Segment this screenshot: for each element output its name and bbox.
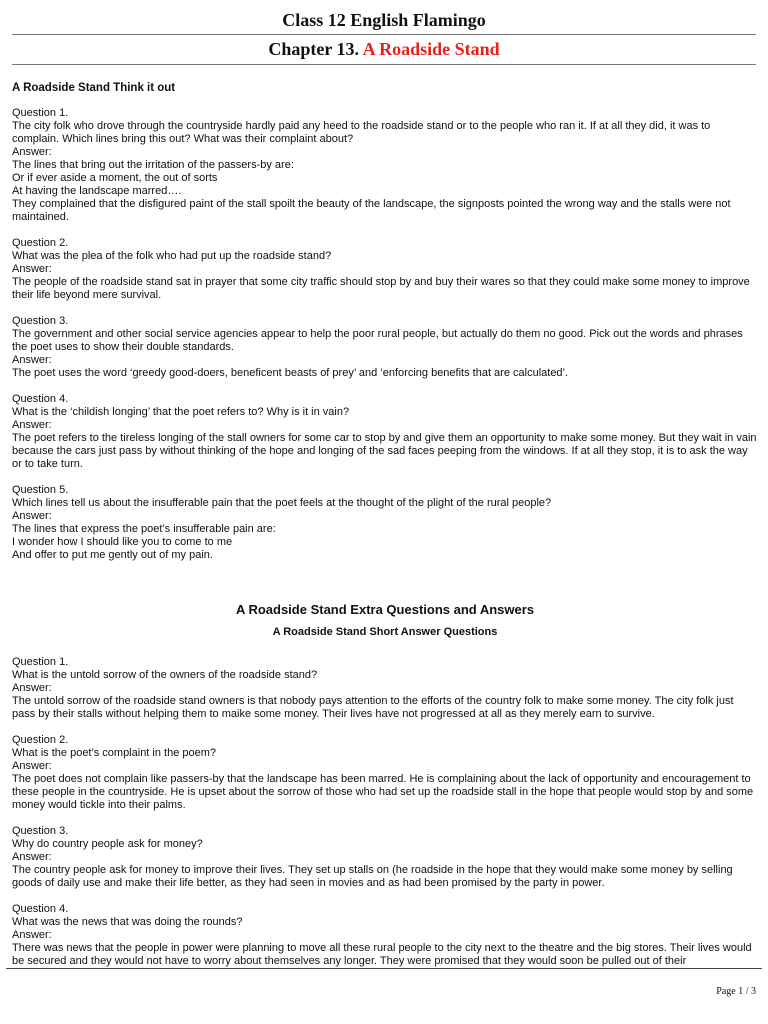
text-line: The poet does not complain like passers-by that the landscape has been marred. He is complaining about the lack of opportunity and encouragement to these people in the countryside. He is upset about the sorrow of those who had set up the roadside stall in the hope that people would stop by and some money would tickle into their palms.	[12, 773, 754, 811]
qa-item	[12, 484, 758, 562]
poem-line: And offer to put me gently out of my pain.	[12, 549, 213, 561]
answer-label: Answer:	[12, 929, 52, 941]
question-label: Question 4.	[12, 393, 69, 405]
poem-line: Or if ever aside a moment, the out of sorts	[12, 172, 218, 184]
qa-item	[12, 903, 758, 968]
answer-label: Answer:	[12, 682, 52, 694]
text-line: The lines that bring out the irritation of the passers-by are:	[12, 159, 294, 171]
text-line: The people of the roadside stand sat in prayer that some city traffic should stop by and buy their wares so that they could make some money to improve their life beyond mere survival.	[12, 276, 750, 301]
text-line: The country people ask for money to improve their lives. They set up stalls on (he roadside in the hope that they would make some money by selling goods of daily use and make their life better, as they had seen in movies and as had been promised by the party in power.	[12, 864, 733, 889]
question-label: Question 3.	[12, 315, 69, 327]
text-line: There was news that the people in power were planning to move all these rural people to the city next to the theatre and the big stores. Their lives would be secured and they would not have to worry about themselves any longer. They were promised that they would soon be pulled out of their	[12, 942, 752, 967]
footer-divider	[6, 968, 762, 969]
text-line: Why do country people ask for money?	[12, 838, 203, 850]
chapter-prefix: Chapter 13.	[268, 39, 363, 59]
text-line: What is the ‘childish longing’ that the poet refers to? Why is it in vain?	[12, 406, 350, 418]
qa-item	[12, 107, 758, 224]
page-header	[12, 0, 756, 65]
text-line: What is the poet’s complaint in the poem?	[12, 747, 217, 759]
text-line: The poet refers to the tireless longing of the stall owners for some car to stop by and give them an opportunity to make some money. But they wait in vain because the cars just pass by without thinking of the hope and longing of the sad faces peeping from the windows. If at all they stop, it is to ask the way or to take turn.	[12, 432, 757, 470]
text-line: What is the untold sorrow of the owners of the roadside stand?	[12, 669, 318, 681]
chapter-name: A Roadside Stand	[362, 39, 500, 59]
answer-label: Answer:	[12, 146, 52, 158]
chapter-title	[12, 35, 756, 64]
question-label: Question 1.	[12, 107, 69, 119]
text-line: They complained that the disfigured paint of the stall spoilt the beauty of the landscape, the signposts pointed the wrong way and the stalls were not maintained.	[12, 198, 731, 223]
section-spacer	[12, 575, 758, 603]
poem-line: I wonder how I should like you to come to me	[12, 536, 233, 548]
qa-item	[12, 656, 758, 721]
qa-item	[12, 315, 758, 380]
answer-label: Answer:	[12, 510, 52, 522]
text-line: The untold sorrow of the roadside stand owners is that nobody pays attention to the efforts of the country folk to make some money. The city folk just pass by their stalls without helping them to maike some money. Their lives have not progressed at all as they merely earn to survive.	[12, 695, 734, 720]
qa-item	[12, 734, 758, 812]
text-line: The city folk who drove through the countryside hardly paid any heed to the roadside stand or to the people who ran it. If at all they did, it was to complain. Which lines bring this out? What was their complaint about?	[12, 120, 711, 145]
page-number: Page 1 / 3	[716, 986, 756, 997]
text-line: The poet uses the word ‘greedy good-doers, beneficent beasts of prey’ and ‘enforcing benefits that are calculated’.	[12, 367, 569, 379]
qa-item	[12, 825, 758, 890]
page-content	[12, 82, 758, 981]
answer-label: Answer:	[12, 760, 52, 772]
answer-label: Answer:	[12, 263, 52, 275]
text-line: The lines that express the poet’s insufferable pain are:	[12, 523, 276, 535]
qa-item	[12, 393, 758, 471]
section-heading-extra-questions: A Roadside Stand Extra Questions and Answers	[235, 602, 535, 617]
document-title: Class 12 English Flamingo	[282, 10, 486, 30]
text-line: The government and other social service agencies appear to help the poor rural people, but actually do them no good. Pick out the words and phrases the poet uses to show their double standards.	[12, 328, 743, 353]
text-line: What was the plea of the folk who had put up the roadside stand?	[12, 250, 332, 262]
question-label: Question 2.	[12, 237, 69, 249]
qa-item	[12, 237, 758, 302]
question-label: Question 2.	[12, 734, 69, 746]
text-line: Which lines tell us about the insufferable pain that the poet feels at the thought of the plight of the rural people?	[12, 497, 552, 509]
answer-label: Answer:	[12, 419, 52, 431]
text-line: What was the news that was doing the rounds?	[12, 916, 243, 928]
answer-label: Answer:	[12, 851, 52, 863]
poem-line: At having the landscape marred….	[12, 185, 182, 197]
question-label: Question 5.	[12, 484, 69, 496]
answer-label: Answer:	[12, 354, 52, 366]
question-label: Question 3.	[12, 825, 69, 837]
question-label: Question 1.	[12, 656, 69, 668]
header-divider-bottom	[12, 64, 756, 65]
subheading-short-answer: A Roadside Stand Short Answer Questions	[272, 626, 498, 638]
question-label: Question 4.	[12, 903, 69, 915]
section-heading-think-it-out: A Roadside Stand Think it out	[12, 82, 176, 94]
